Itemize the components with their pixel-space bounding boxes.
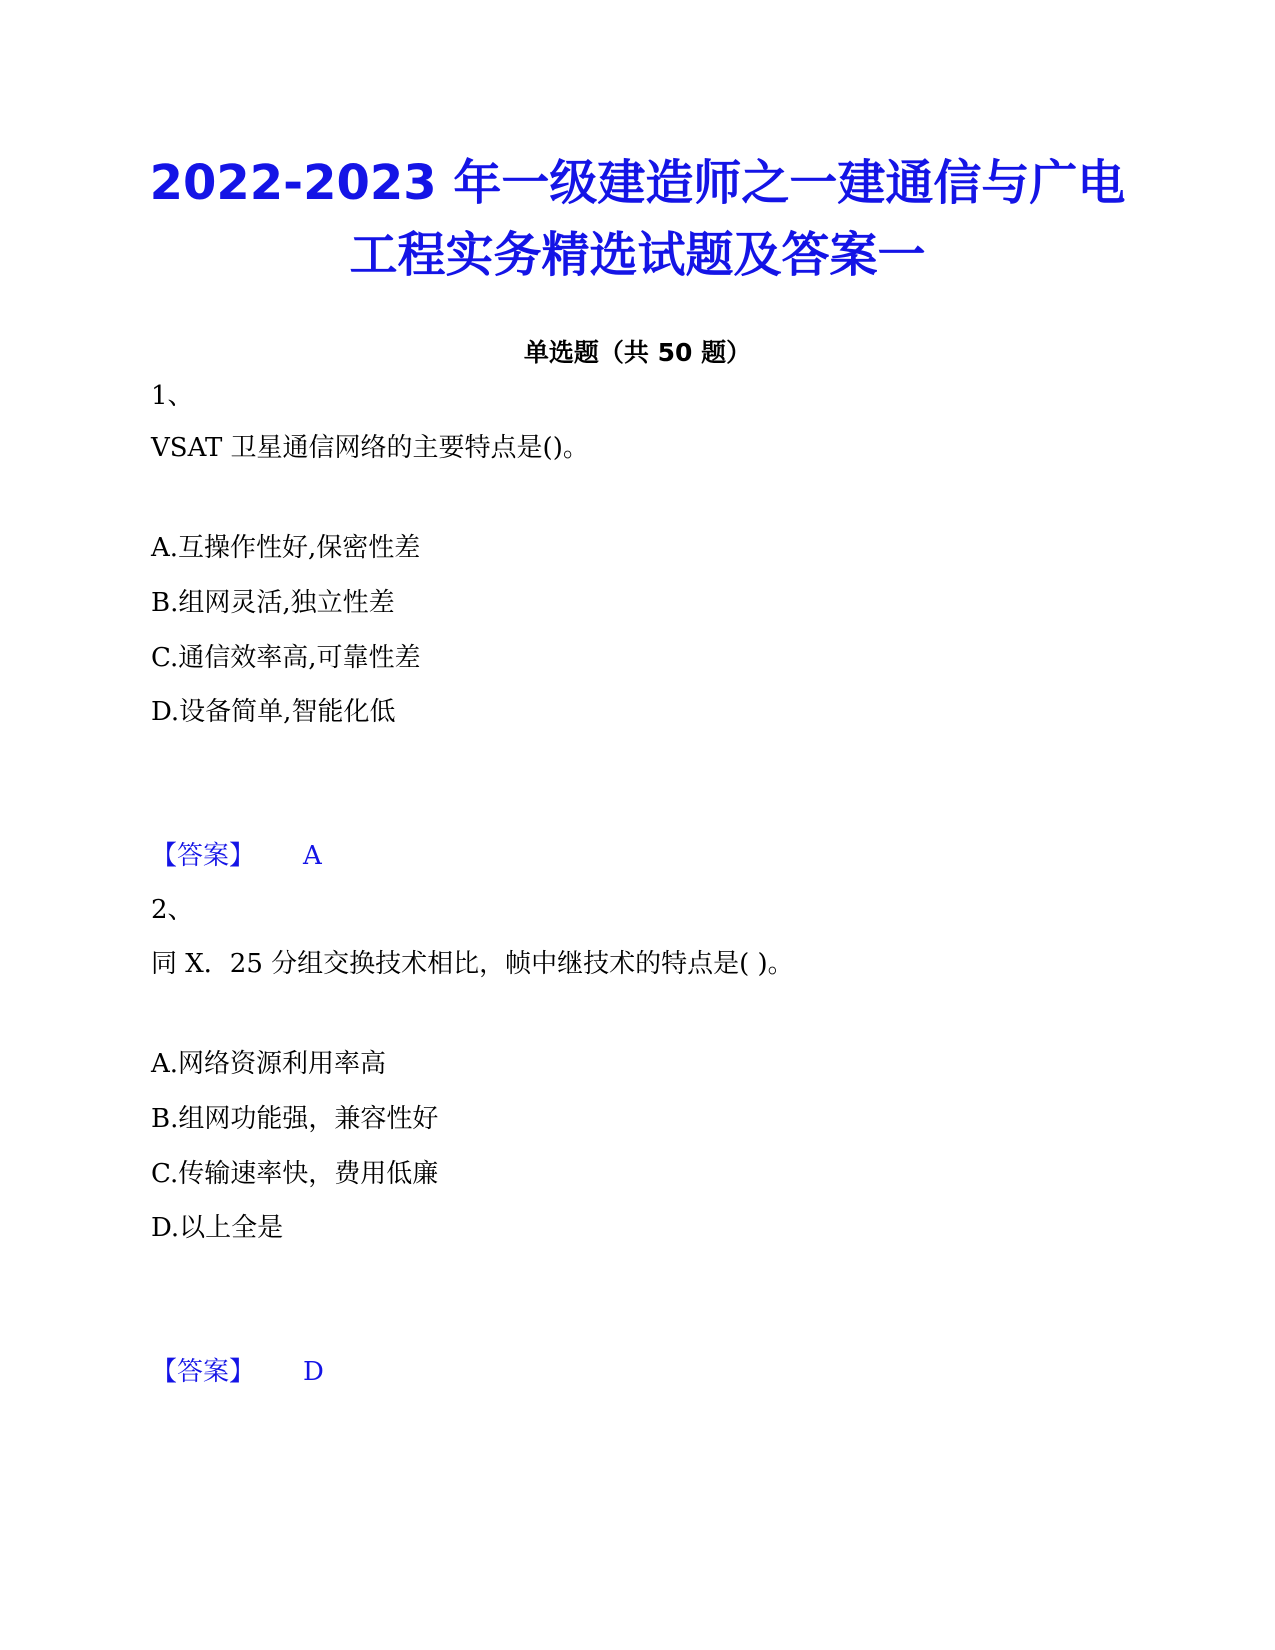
question-1-stem: VSAT 卫星通信网络的主要特点是()。 bbox=[151, 433, 589, 463]
question-2-option-b: B.组网功能强，兼容性好 bbox=[151, 1104, 439, 1134]
question-2-number: 2、 bbox=[151, 895, 194, 925]
answer-value: A bbox=[303, 841, 322, 871]
question-2-stem: 同 X．25 分组交换技术相比，帧中继技术的特点是( )。 bbox=[151, 949, 794, 979]
question-1-answer bbox=[151, 838, 322, 874]
question-1-number: 1、 bbox=[151, 381, 194, 411]
document-title-line-2: 工程实务精选试题及答案一 bbox=[349, 227, 926, 283]
question-1-option-c: C.通信效率高,可靠性差 bbox=[151, 643, 421, 673]
answer-label: 【答案】 bbox=[151, 841, 256, 871]
question-2-option-c: C.传输速率快，费用低廉 bbox=[151, 1159, 439, 1189]
question-2-answer bbox=[151, 1354, 324, 1390]
answer-label: 【答案】 bbox=[151, 1357, 256, 1387]
question-2-option-d: D.以上全是 bbox=[151, 1213, 284, 1243]
answer-value: D bbox=[303, 1357, 324, 1387]
document-title-line-1: 2022-2023 年一级建造师之一建通信与广电 bbox=[149, 155, 1126, 211]
question-2-option-a: A.网络资源利用率高 bbox=[151, 1049, 387, 1079]
question-1-option-b: B.组网灵活,独立性差 bbox=[151, 588, 395, 618]
section-heading: 单选题（共 50 题） bbox=[523, 338, 752, 367]
question-1-option-d: D.设备简单,智能化低 bbox=[151, 697, 396, 727]
question-1-option-a: A.互操作性好,保密性差 bbox=[151, 533, 421, 563]
